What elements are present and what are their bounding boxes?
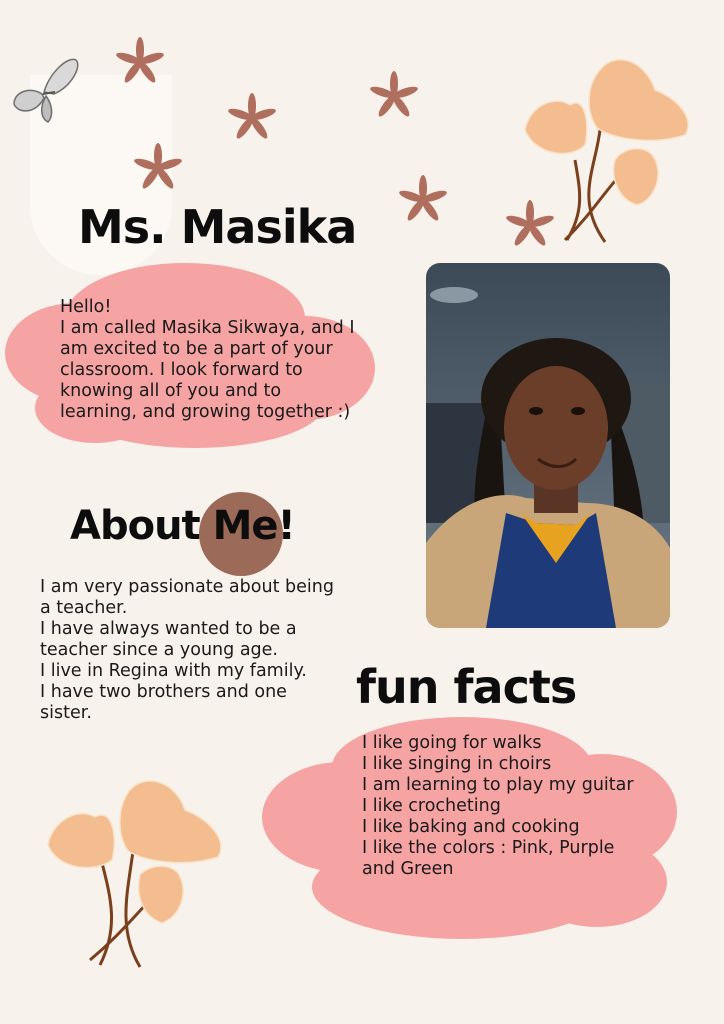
star-icon bbox=[115, 37, 165, 85]
about-heading-part: About bbox=[70, 503, 213, 549]
star-icon bbox=[133, 143, 183, 191]
teacher-portrait-image bbox=[426, 263, 670, 628]
me-heading-part: Me! bbox=[212, 503, 295, 549]
teacher-photo bbox=[426, 263, 670, 628]
flower-bouquet-icon bbox=[505, 50, 705, 250]
greeting-text: Hello! I am called Masika Sikwaya, and I am excited to be a part of your classroom. I look forward to knowing all of you and to learning, and growing together :) bbox=[60, 297, 355, 422]
fun-facts-heading: fun facts bbox=[356, 660, 577, 714]
about-me-text: I am very passionate about being a teacher. I have always wanted to be a teacher since a young age. I live in Regina with my family. I have two brothers and one sister. bbox=[40, 577, 334, 723]
star-icon bbox=[398, 175, 448, 223]
fun-facts-text: I like going for walks I like singing in choirs I am learning to play my guitar I like crocheting I like baking and cooking I like the colors : Pink, Purple and Green bbox=[362, 733, 634, 879]
star-icon bbox=[369, 71, 419, 119]
page-title: Ms. Masika bbox=[78, 200, 357, 254]
star-icon bbox=[227, 93, 277, 141]
flower-bouquet-icon bbox=[40, 775, 235, 975]
about-me-heading bbox=[70, 503, 295, 549]
